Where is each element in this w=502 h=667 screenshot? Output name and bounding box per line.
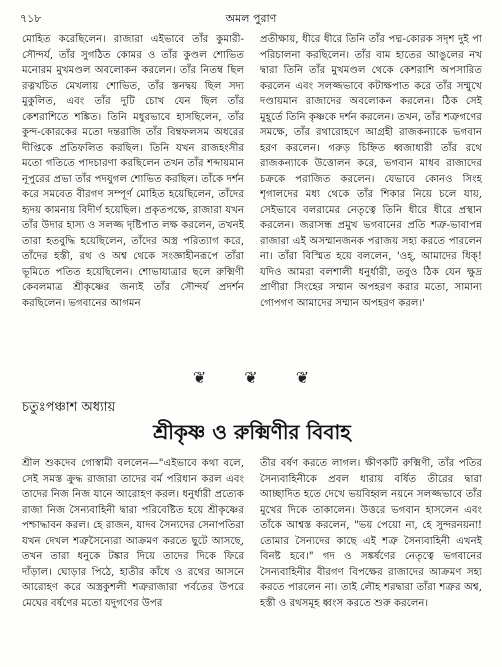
text-column-top-right [260,32,482,362]
chapter-label: চতুঃপঞ্চাশ অধ্যায় [22,400,116,415]
section-divider [0,368,502,388]
chapter-title: শ্রীকৃষ্ণ ও রুক্মিণীর বিবাহ [153,420,351,444]
flourish-icon: ❦ [244,368,258,387]
text-column-bottom-left [22,456,244,661]
paragraph: তীর বর্ষণ করতে লাগল। ক্ষীণকটি রুক্মিণী, তাঁর পতির সৈন্যবাহিনীকে প্রবল ধারায় বর্ষিত তীরের দ্বারা আচ্ছাদিত হতে দেখে ভয়বিহ্বল নয়নে সলজ্জভাবে তাঁর মুখের দিকে তাকালেন। উত্তরে ভগবান হাসলেন এবং তাঁকে আশ্বস্ত করলেন, "ভয় পেয়ো না, হে সুন্দরনয়না! তোমার সৈন্যদের কাছে এই শত্রু সৈন্যবাহিনী এখনই বিনষ্ট হবে।" গদ ও সঙ্কর্ষণের নেতৃত্বে ভগবানের সৈন্যবাহিনীর বীরগণ বিপক্ষের রাজাদের আক্রমণ সহ্য করতে পারলেন না। তাই লৌহ শরদ্বারা তাঁরা শত্রুর অশ্ব, হস্তী ও রথসমূহ ধ্বংস করতে শুরু করলেন। [260,458,482,609]
page-number: ৭১৮ [20,11,42,25]
running-header [20,8,482,30]
book-title: অমল পুরাণ [225,11,277,25]
flourish-icon: ❦ [192,368,207,387]
paragraph: শ্রীল শুকদেব গোস্বামী বললেন—"এইভাবে কথা বলে, সেই সমস্ত ক্রুদ্ধ রাজারা তাদের বর্ম পরিধান করল এবং তাদের নিজ নিজ যানে আরোহণ করল। ধনুর্ধারী প্রত্যেক রাজা নিজ সৈন্যবাহিনী দ্বারা পরিবেষ্টিত হয়ে শ্রীকৃষ্ণের পশ্চাদ্ধাবন করল। হে রাজন, যাদব সৈন্যদের সেনাপতিরা যখন দেখল শত্রুসৈন্যেরা আক্রমণ করতে ছুটে আসছে, তখন তারা ধনুকে টঙ্কার দিয়ে তাদের দিকে ফিরে দাঁড়াল। ঘোড়ার পিঠে, হাতীর কাঁধে ও রথের আসনে আরোহণ করে অস্ত্রকুশলী শত্রুরাজারা পর্বতের উপরে মেঘের বর্ষণের মতো যদুগণের উপর [22,458,244,609]
text-column-top-left [22,32,244,362]
paragraph: প্রতীক্ষায়, ধীরে ধীরে তিনি তাঁর পদ্ম-কোরক সদৃশ দুই পা পরিচালনা করছিলেন। তাঁর বাম হাতের আঙুলের নখ দ্বারা তিনি তাঁর মুখমণ্ডল থেকে কেশরাশি অপসারিত করলেন এবং সলজ্জভাবে কটাক্ষপাত করে তাঁর সম্মুখে দণ্ডায়মান রাজাদের অবলোকন করলেন। ঠিক সেই মুহূর্তে তিনি কৃষ্ণকে দর্শন করলেন। তখন, তাঁর শত্রুগণের সমক্ষে, তাঁর রথারোহণে আগ্রহী রাজকন্যাকে ভগবান হরণ করলেন। গরুড় চিহ্নিত ধ্বজাধারী তাঁর রথে রাজকন্যাকে উত্তোলন করে, ভগবান মাধব রাজাদের চক্রকে পরাজিত করলেন। যেভাবে কোনও সিংহ শৃগালদের মধ্য থেকে তাঁর শিকার নিয়ে চলে যায়, সেইভাবে বলরামের নেতৃত্বে তিনি ধীরে ধীরে প্রস্থান করলেন। জরাসন্ধ প্রমুখ ভগবানের প্রতি শত্রু-ভাবাপন্ন রাজারা এই অসম্মানজনক পরাজয় সহ্য করতে পারলেন না। তাঁরা বিস্মিত হয়ে বললেন, 'ওহ্, আমাদের ধিক্! যদিও আমরা বলশালী ধনুর্ধারী, তবুও ঠিক যেন ক্ষুদ্র প্রাণীরা সিংহের সম্মান অপহরণ করার মতো, সামান্য গোপগণ আমাদের সম্মান অপহরণ করল।' [260,34,482,309]
flourish-icon: ❦ [295,368,310,387]
text-column-bottom-right [260,456,482,661]
paragraph: মোহিত করেছিলেন। রাজারা এইভাবে তাঁর কুমারী-সৌন্দর্য, তাঁর সুগঠিত কোমর ও তাঁর কুণ্ডল শোভিত মনোরম মুখমণ্ডল অবলোকন করলেন। তাঁর নিতম্ব ছিল রত্নখচিত মেখলায় শোভিত, তাঁর স্তনদ্বয় ছিল সদ্য মুকুলিত, এবং তাঁর দুটি চোখ যেন ছিল তাঁর কেশরাশিতে শঙ্কিত। তিনি মধুরভাবে হাসছিলেন, তাঁর কুন্দ-কোরকের মতো দন্তরাজি তাঁর বিম্বফলসম অধরের দীপ্তিকে প্রতিফলিত করছিল। তিনি যখন রাজহংসীর মতো গতিতে পাদচারণা করছিলেন তখন তাঁর শব্দায়মান নূপুরের প্রভা তাঁর পদযুগল শোভিত করছিল। তাঁকে দর্শন করে সমবেত বীরগণ সম্পূর্ণ মোহিত হয়েছিলেন, তাঁদের হৃদয় কামনায় বিদীর্ণ হয়েছিল। প্রকৃতপক্ষে, রাজারা যখন তাঁর উদার হাস্য ও সলজ্জ দৃষ্টিপাত লক্ষ করলেন, তখনই তারা হতবুদ্ধি হয়েছিলেন, তাঁদের অস্ত্র পরিত্যাগ করে, তাঁদের হস্তী, রথ ও অশ্ব থেকে সংজ্ঞাহীনরূপে তাঁরা ভূমিতে পতিত হয়েছিলেন। শোভাযাত্রার ছলে রুক্মিণী কেবলমাত্র শ্রীকৃষ্ণের জন্যই তাঁর সৌন্দর্য প্রদর্শন করছিলেন। ভগবানের আগমন [22,34,244,309]
